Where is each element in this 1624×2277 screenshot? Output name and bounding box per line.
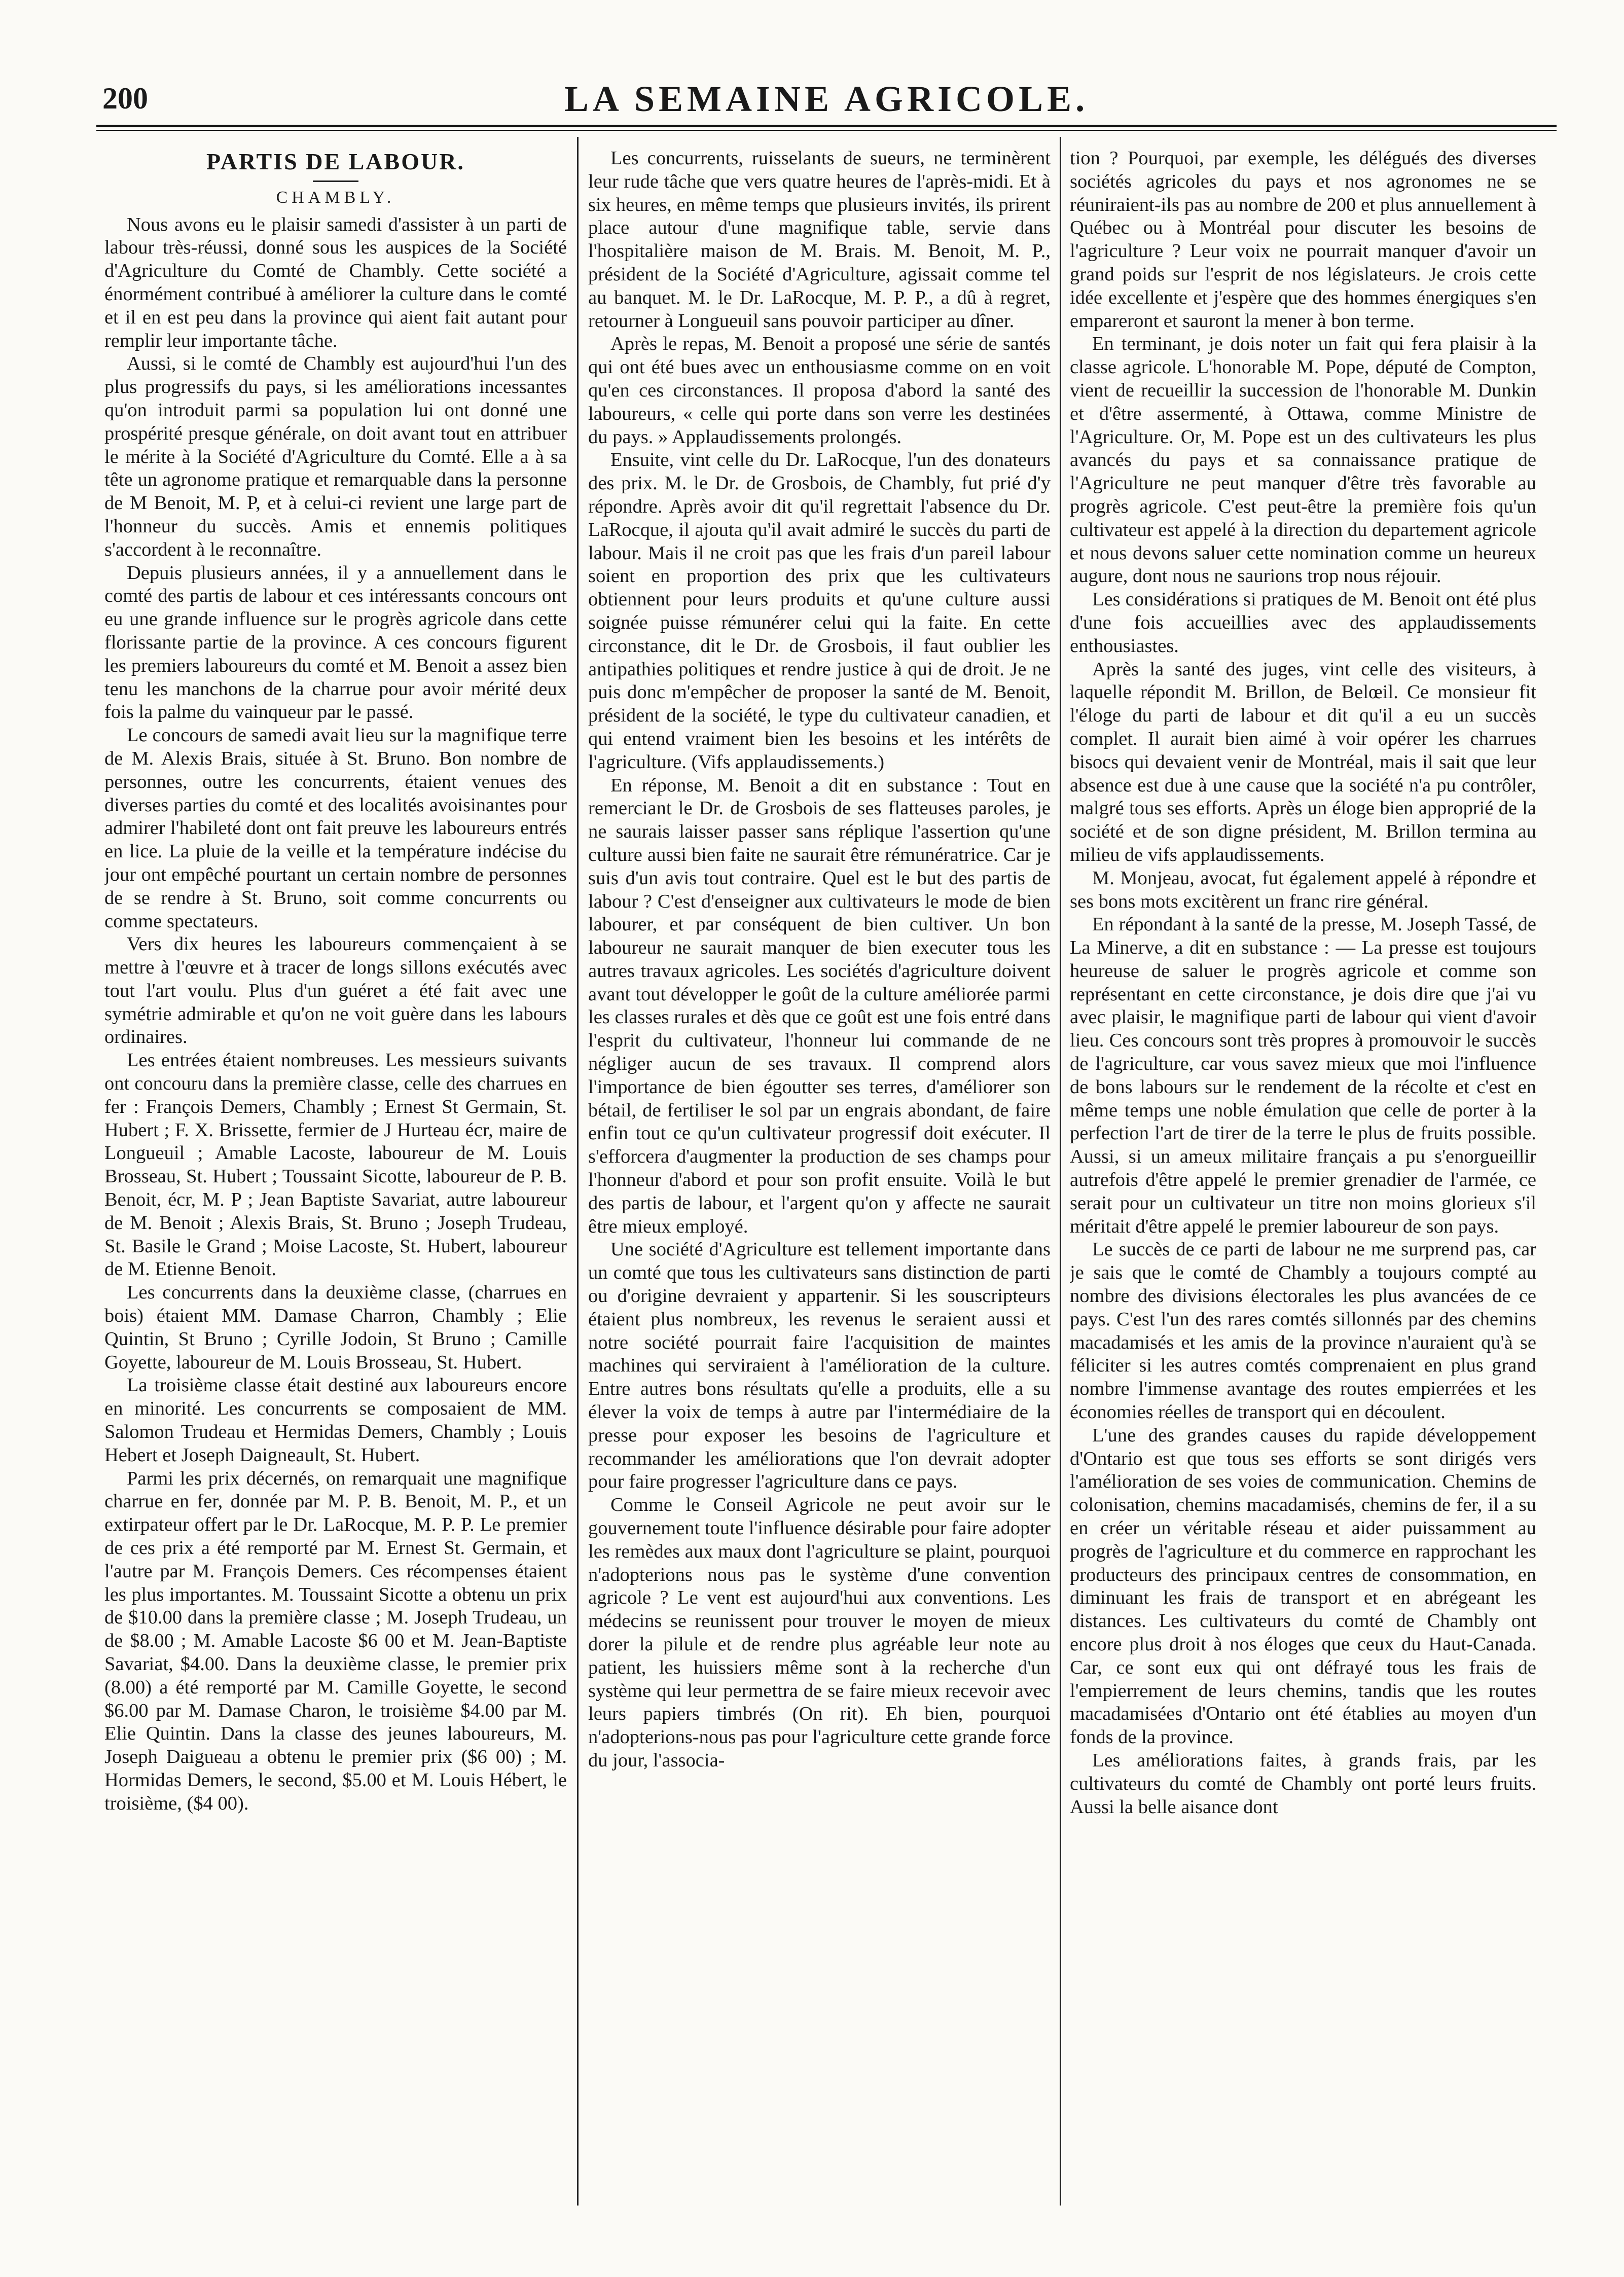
paragraph: Depuis plusieurs années, il y a annuellement dans le comté des partis de labour et ces intéressants concours ont eu une grande influence sur le progrès agricole dans cette florissante partie de la province. A ces concours figurent les premiers laboureurs du comté et M. Benoit a assez bien tenu les manchons de la charrue pour avoir mérité deux fois la palme du vainqueur par le passé. xyxy=(104,562,567,723)
column-divider xyxy=(1060,137,1061,2206)
paragraph: Après la santé des juges, vint celle des visiteurs, à laquelle répondit M. Brillon, de Belœil. Ce monsieur fit l'éloge du parti de labour et dit qu'il a eu un succès complet. Il aurait bien aimé à voir opérer les charrues bisocs qui devaient venir de Montréal, mais il sait que leur absence est due à une cause que la société n'a pu contrôler, malgré tous ses efforts. Après un éloge bien approprié de la société et de son digne président, M. Brillon termina au milieu de vifs applaudissements. xyxy=(1070,658,1536,865)
column-1 xyxy=(104,147,567,2206)
paragraph: Aussi, si le comté de Chambly est aujourd'hui l'un des plus progressifs du pays, si les améliorations incessantes qu'on introduit parmi sa population lui ont donné une prospérité presque générale, on doit avant tout en attribuer le mérite à la Société d'Agriculture du Comté. Elle a à sa tête un agronome pratique et remarquable dans la personne de M Benoit, M. P, et à celui-ci revient une large part de l'honneur du succès. Amis et ennemis politiques s'accordent à le reconnaître. xyxy=(104,353,567,560)
paragraph: L'une des grandes causes du rapide développement d'Ontario est que tous ses efforts se sont dirigés vers l'amélioration de ses voies de communication. Chemins de colonisation, chemins macadamisés, chemins de fer, il a su en créer un véritable réseau et aider puissamment au progrès de l'agriculture et du commerce en rapprochant les producteurs des principaux centres de consommation, en diminuant les frais de transport et en abrégeant les distances. Les cultivateurs du comté de Chambly ont encore plus droit à nos éloges que ceux du Haut-Canada. Car, ce sont eux qui ont défrayé tous les frais de l'empierrement de leurs chemins, tandis que les routes macadamisées d'Ontario ont été établies au moyen d'un fonds de la province. xyxy=(1070,1424,1536,1748)
column-3 xyxy=(1070,147,1536,2206)
column-2 xyxy=(588,147,1051,2206)
article-title: PARTIS DE LABOUR. xyxy=(206,149,465,174)
header-rule-thin xyxy=(96,130,1557,131)
page-number: 200 xyxy=(102,82,148,115)
paragraph: En répondant à la santé de la presse, M. Joseph Tassé, de La Minerve, a dit en substance : — La presse est toujours heureuse de saluer le progrès agricole et comme son représentant en cette circonstance, je dois dire que j'ai vu avec plaisir, le magnifique parti de labour qui vient d'avoir lieu. Ces concours sont très propres à promouvoir le succès de l'agriculture, car vous savez mieux que moi l'influence de bons labours sur le rendement de la récolte et c'est en même temps une noble émulation que celle de porter à la perfection l'art de tirer de la terre le plus de fruits possible. Aussi, si un ameux militaire français a pu s'enorgueillir autrefois d'être appelé le premier grenadier de l'armée, ce serait pour un cultivateur un titre non moins glorieux s'il méritait d'être appelé le premier laboureur de son pays. xyxy=(1070,914,1536,1237)
paragraph: Le succès de ce parti de labour ne me surprend pas, car je sais que le comté de Chambly a toujours compté au nombre des divisions électorales les plus avancées de ce pays. C'est l'un des rares comtés sillonnés par des chemins macadamisés et les amis de la province n'auraient qu'à se féliciter si les autres comtés comprenaient en plus grand nombre l'immense avantage des routes empierrées et les économies réelles de transport qui en découlent. xyxy=(1070,1239,1536,1423)
paragraph: Les entrées étaient nombreuses. Les messieurs suivants ont concouru dans la première classe, celle des charrues en fer : François Demers, Chambly ; Ernest St Germain, St. Hubert ; F. X. Brissette, fermier de J Hurteau écr, maire de Longueuil ; Amable Lacoste, laboureur de M. Louis Brosseau, St. Hubert ; Toussaint Sicotte, laboureur de P. B. Benoit, écr, M. P ; Jean Baptiste Savariat, autre laboureur de M. Benoit ; Alexis Brais, St. Bruno ; Joseph Trudeau, St. Basile le Grand ; Moise Lacoste, St. Hubert, laboureur de M. Etienne Benoit. xyxy=(104,1050,567,1280)
paragraph: Les concurrents, ruisselants de sueurs, ne terminèrent leur rude tâche que vers quatre heures de l'après-midi. Et à six heures, en même temps que plusieurs invités, ils prirent place autour d'une magnifique table, servie dans l'hospitalière maison de M. Brais. M. Benoit, M. P., président de la Société d'Agriculture, agissait comme tel au banquet. M. le Dr. LaRocque, M. P. P., a dû à regret, retourner à Longueuil sans pouvoir participer au dîner. xyxy=(588,148,1051,332)
paragraph: Après le repas, M. Benoit a proposé une série de santés qui ont été bues avec un enthousiasme comme on en voit qu'en ces circonstances. Il proposa d'abord la santé des laboureurs, « celle qui porte dans son verre les destinées du pays. » Applaudissements prolongés. xyxy=(588,333,1051,448)
journal-title: LA SEMAINE AGRICOLE. xyxy=(564,79,1089,119)
paragraph: Parmi les prix décernés, on remarquait une magnifique charrue en fer, donnée par M. P. B. Benoit, M. P., et un extirpateur offert par le Dr. LaRocque, M. P. P. Le premier de ces prix a été remporté par M. Ernest St. Germain, et l'autre par M. François Demers. Ces récompenses étaient les plus importantes. M. Toussaint Sicotte a obtenu un prix de $10.00 dans la première classe ; M. Joseph Trudeau, un de $8.00 ; M. Amable Lacoste $6 00 et M. Jean-Baptiste Savariat, $4.00. Dans la deuxième classe, le premier prix (8.00) a été remporté par M. Camille Goyette, le second $6.00 par M. Damase Charon, le troisième $4.00 par M. Elie Quintin. Dans la classe des jeunes laboureurs, M. Joseph Daigueau a obtenu le premier prix ($6 00) ; M. Hormidas Demers, le second, $5.00 et M. Louis Hébert, le troisième, ($4 00). xyxy=(104,1467,567,1814)
paragraph: Le concours de samedi avait lieu sur la magnifique terre de M. Alexis Brais, située à St. Bruno. Bon nombre de personnes, outre les concurrents, étaient venues des diverses parties du comté et des localités avoisinantes pour admirer l'habileté dont ont fait preuve les laboureurs entrés en lice. La pluie de la veille et la température indécise du jour ont empêché pourtant un certain nombre de personnes de se rendre à St. Bruno, soit comme concurrents ou comme spectateurs. xyxy=(104,725,567,932)
title-rule xyxy=(313,180,358,182)
paragraph: Les concurrents dans la deuxième classe, (charrues en bois) étaient MM. Damase Charron, Chambly ; Elie Quintin, St Bruno ; Cyrille Jodoin, St Bruno ; Camille Goyette, laboureur de M. Louis Brosseau, St. Hubert. xyxy=(104,1282,567,1373)
paragraph: M. Monjeau, avocat, fut également appelé à répondre et ses bons mots excitèrent un franc rire général. xyxy=(1070,867,1536,912)
paragraph: Une société d'Agriculture est tellement importante dans un comté que tous les cultivateurs sans distinction de parti ou d'origine devraient y appartenir. Si les souscripteurs étaient plus nombreux, les revenus le seraient aussi et notre société pourrait faire l'acquisition de maintes machines qui serviraient à l'amélioration de la culture. Entre autres bons résultats qu'elle a produits, elle a su élever la voix de temps à autre par l'intermédiaire de la presse pour exposer les besoins de l'agriculture et recommander les améliorations que l'on devrait adopter pour faire progresser l'agriculture dans ce pays. xyxy=(588,1239,1051,1493)
article-place: CHAMBLY. xyxy=(276,188,395,207)
paragraph: En terminant, je dois noter un fait qui fera plaisir à la classe agricole. L'honorable M. Pope, député de Compton, vient de recueillir la succession de l'honorable M. Dunkin et d'être assermenté, à Ottawa, comme Ministre de l'Agriculture. Or, M. Pope est un des cultivateurs les plus avancés du pays et sa connaissance pratique de l'Agriculture ne peut manquer d'être très favorable au progrès agricole. C'est peut-être la première fois qu'un cultivateur est appelé à la direction du departement agricole et nous devons saluer cette nomination comme un heureux augure, dont nous ne saurions trop nous réjouir. xyxy=(1070,333,1536,587)
paragraph: Comme le Conseil Agricole ne peut avoir sur le gouvernement toute l'influence désirable pour faire adopter les remèdes aux maux dont l'agriculture se plaint, pourquoi n'adopterions nous pas le système d'une convention agricole ? Le vent est aujourd'hui aux conventions. Les médecins se reunissent pour trouver le moyen de mieux dorer la pilule et de rendre plus agréable leur note au patient, les huissiers même sont à la recherche d'un système qui leur permettra de se faire mieux recevoir avec leurs papiers timbrés (On rit). Eh bien, pourquoi n'adopterions-nous pas pour l'agriculture cette grande force du jour, l'associa- xyxy=(588,1494,1051,1771)
column-divider xyxy=(577,137,579,2206)
paragraph: Nous avons eu le plaisir samedi d'assister à un parti de labour très-réussi, donné sous les auspices de la Société d'Agriculture du Comté de Chambly. Cette société a énormément contribué à améliorer la culture dans le comté et il en est peu dans la province qui aient fait autant pour remplir leur importante tâche. xyxy=(104,213,567,351)
paragraph: Ensuite, vint celle du Dr. LaRocque, l'un des donateurs des prix. M. le Dr. de Grosbois, de Chambly, fut prié d'y répondre. Après avoir dit qu'il regrettait l'absence du Dr. LaRocque, il ajouta qu'il avait admiré le succès du parti de labour. Mais il ne croit pas que les frais d'un pareil labour soient en proportion des prix que les cultivateurs obtiennent pour leurs produits et qu'une culture aussi soignée puisse rémunérer celui qui la faite. En cette circonstance, dit le Dr. de Grosbois, il faut oublier les antipathies politiques et rendre justice à qui de droit. Je ne puis donc m'empêcher de proposer la santé de M. Benoit, président de la société, le type du cultivateur canadien, et qui entend vraiment bien les besoins et les intérêts de l'agriculture. (Vifs applaudissements.) xyxy=(588,449,1051,773)
paragraph: Les améliorations faites, à grands frais, par les cultivateurs du comté de Chambly ont porté leurs fruits. Aussi la belle aisance dont xyxy=(1070,1749,1536,1818)
paragraph: tion ? Pourquoi, par exemple, les délégués des diverses sociétés agricoles du pays et nos agronomes ne se réuniraient-ils pas au nombre de 200 et plus annuellement à Québec ou à Montréal pour discuter les besoins de l'agriculture ? Leur voix ne pourrait manquer d'avoir un grand poids sur l'esprit de nos législateurs. Je crois cette idée excellente et j'espère que des hommes énergiques s'en empareront et sauront la mener à bon terme. xyxy=(1070,148,1536,332)
page-header xyxy=(96,76,1557,132)
paragraph: Les considérations si pratiques de M. Benoit ont été plus d'une fois accueillies avec des applaudissements enthousiastes. xyxy=(1070,589,1536,657)
header-rule xyxy=(96,125,1557,127)
paragraph: En réponse, M. Benoit a dit en substance : Tout en remerciant le Dr. de Grosbois de ses flatteuses paroles, je ne saurais laisser passer sans réplique l'assertion qu'une culture aussi bien faite ne saurait être rémunératrice. Car je suis d'un avis tout contraire. Quel est le but des partis de labour ? C'est d'enseigner aux cultivateurs le mode de bien labourer, et par conséquent de bien cultiver. Un bon laboureur ne saurait manquer de bien executer tous les autres travaux agricoles. Les sociétés d'agriculture doivent avant tout développer le goût de la culture améliorée parmi les classes rurales et dès que ce goût est une fois entré dans l'esprit du cultivateur, l'honneur lui commande de ne négliger aucun de ses travaux. Il comprend alors l'importance de bien égoutter ses terres, d'améliorer son bétail, de fertiliser le sol par un engrais abondant, de faire enfin tout ce qu'un cultivateur progressif doit exécuter. Il s'efforcera d'augmenter la production de ses champs pour l'honneur d'abord et pour son profit ensuite. Voilà le but des partis de labour, et l'argent qu'on y affecte ne saurait être mieux employé. xyxy=(588,774,1051,1237)
paragraph: La troisième classe était destiné aux laboureurs encore en minorité. Les concurrents se composaient de MM. Salomon Trudeau et Hermidas Demers, Chambly ; Louis Hebert et Joseph Daigneault, St. Hubert. xyxy=(104,1375,567,1466)
paragraph: Vers dix heures les laboureurs commençaient à se mettre à l'œuvre et à tracer de longs sillons exécutés avec tout l'art voulu. Plus d'un guéret a été fait avec une symétrie admirable et qu'on ne voit guère dans les labours ordinaires. xyxy=(104,933,567,1048)
